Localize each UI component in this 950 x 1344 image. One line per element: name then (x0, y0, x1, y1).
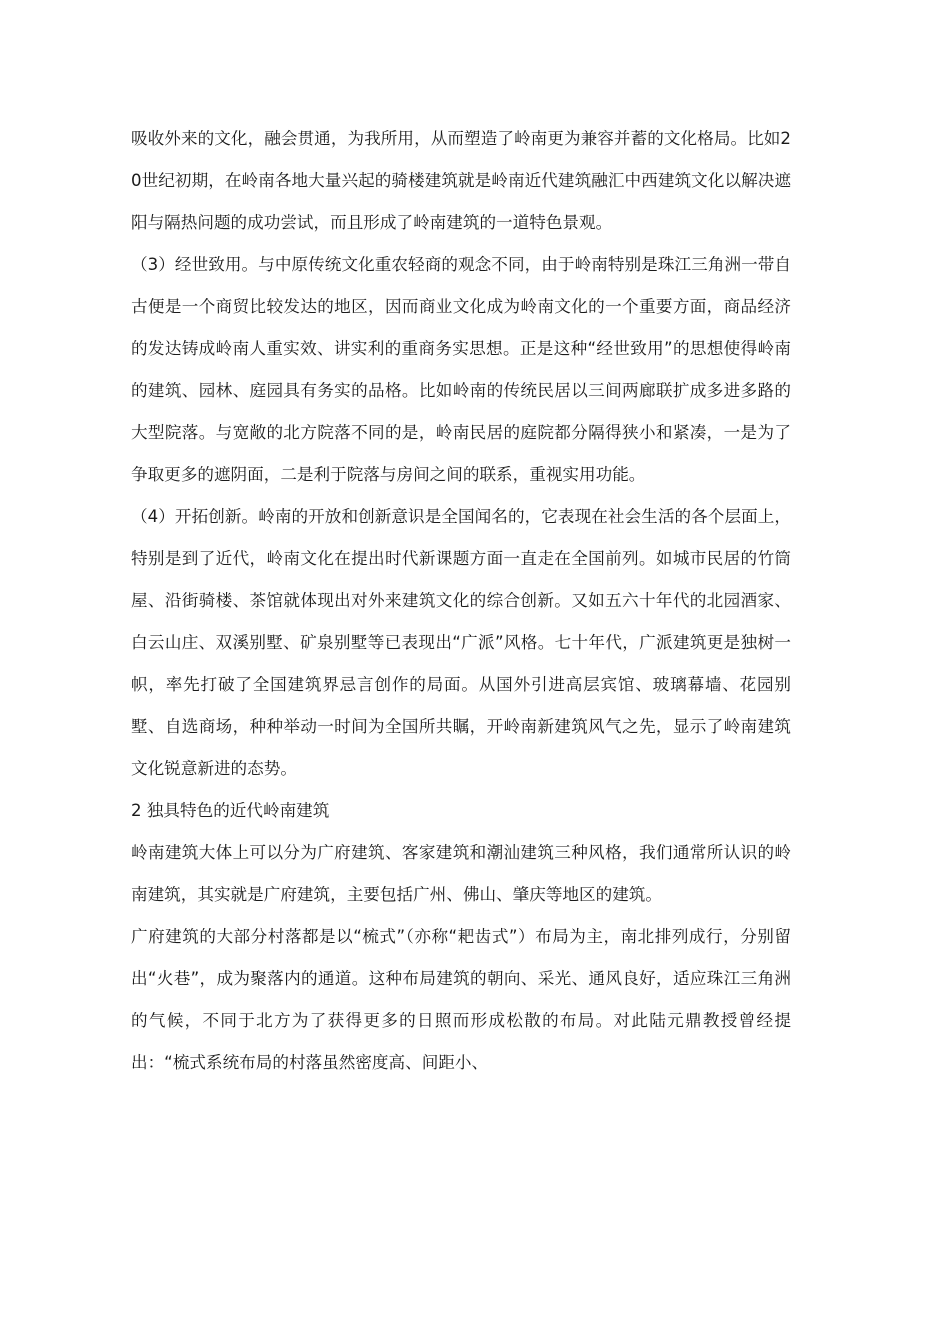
paragraph-architecture-styles: 岭南建筑大体上可以分为广府建筑、客家建筑和潮汕建筑三种风格，我们通常所认识的岭南建筑，其实就是广府建筑，主要包括广州、佛山、肇庆等地区的建筑。 (131, 843, 791, 904)
paragraph-cultural-absorption: 吸收外来的文化，融会贯通，为我所用，从而塑造了岭南更为兼容并蓄的文化格局。比如20世纪初期，在岭南各地大量兴起的骑楼建筑就是岭南近代建筑融汇中西建筑文化以解决遮阳与隔热问题的成功尝试，而且形成了岭南建筑的一道特色景观。 (131, 129, 791, 232)
document-page (131, 118, 791, 1084)
section-heading: 2 独具特色的近代岭南建筑 (131, 801, 330, 820)
paragraph-practical-application: （3）经世致用。与中原传统文化重农轻商的观念不同，由于岭南特别是珠江三角洲一带自古便是一个商贸比较发达的地区，因而商业文化成为岭南文化的一个重要方面，商品经济的发达铸成岭南人重实效、讲实利的重商务实思想。正是这种“经世致用”的思想使得岭南的建筑、园林、庭园具有务实的品格。比如岭南的传统民居以三间两廊联扩成多进多路的大型院落。与宽敞的北方院落不同的是，岭南民居的庭院都分隔得狭小和紧凑，一是为了争取更多的遮阴面，二是利于院落与房间之间的联系，重视实用功能。 (131, 255, 791, 484)
paragraph-innovation: （4）开拓创新。岭南的开放和创新意识是全国闻名的，它表现在社会生活的各个层面上，特别是到了近代，岭南文化在提出时代新课题方面一直走在全国前列。如城市民居的竹筒屋、沿街骑楼、茶馆就体现出对外来建筑文化的综合创新。又如五六十年代的北园酒家、白云山庄、双溪别墅、矿泉别墅等已表现出“广派”风格。七十年代，广派建筑更是独树一帜，率先打破了全国建筑界忌言创作的局面。从国外引进高层宾馆、玻璃幕墙、花园别墅、自选商场，种种举动一时间为全国所共瞩，开岭南新建筑风气之先，显示了岭南建筑文化锐意新进的态势。 (131, 507, 791, 778)
paragraph-comb-layout: 广府建筑的大部分村落都是以“梳式”（亦称“耙齿式”）布局为主，南北排列成行，分别留出“火巷”，成为聚落内的通道。这种布局建筑的朝向、采光、通风良好，适应珠江三角洲的气候，不同于北方为了获得更多的日照而形成松散的布局。对此陆元鼎教授曾经提出：“梳式系统布局的村落虽然密度高、间距小、 (131, 927, 791, 1072)
